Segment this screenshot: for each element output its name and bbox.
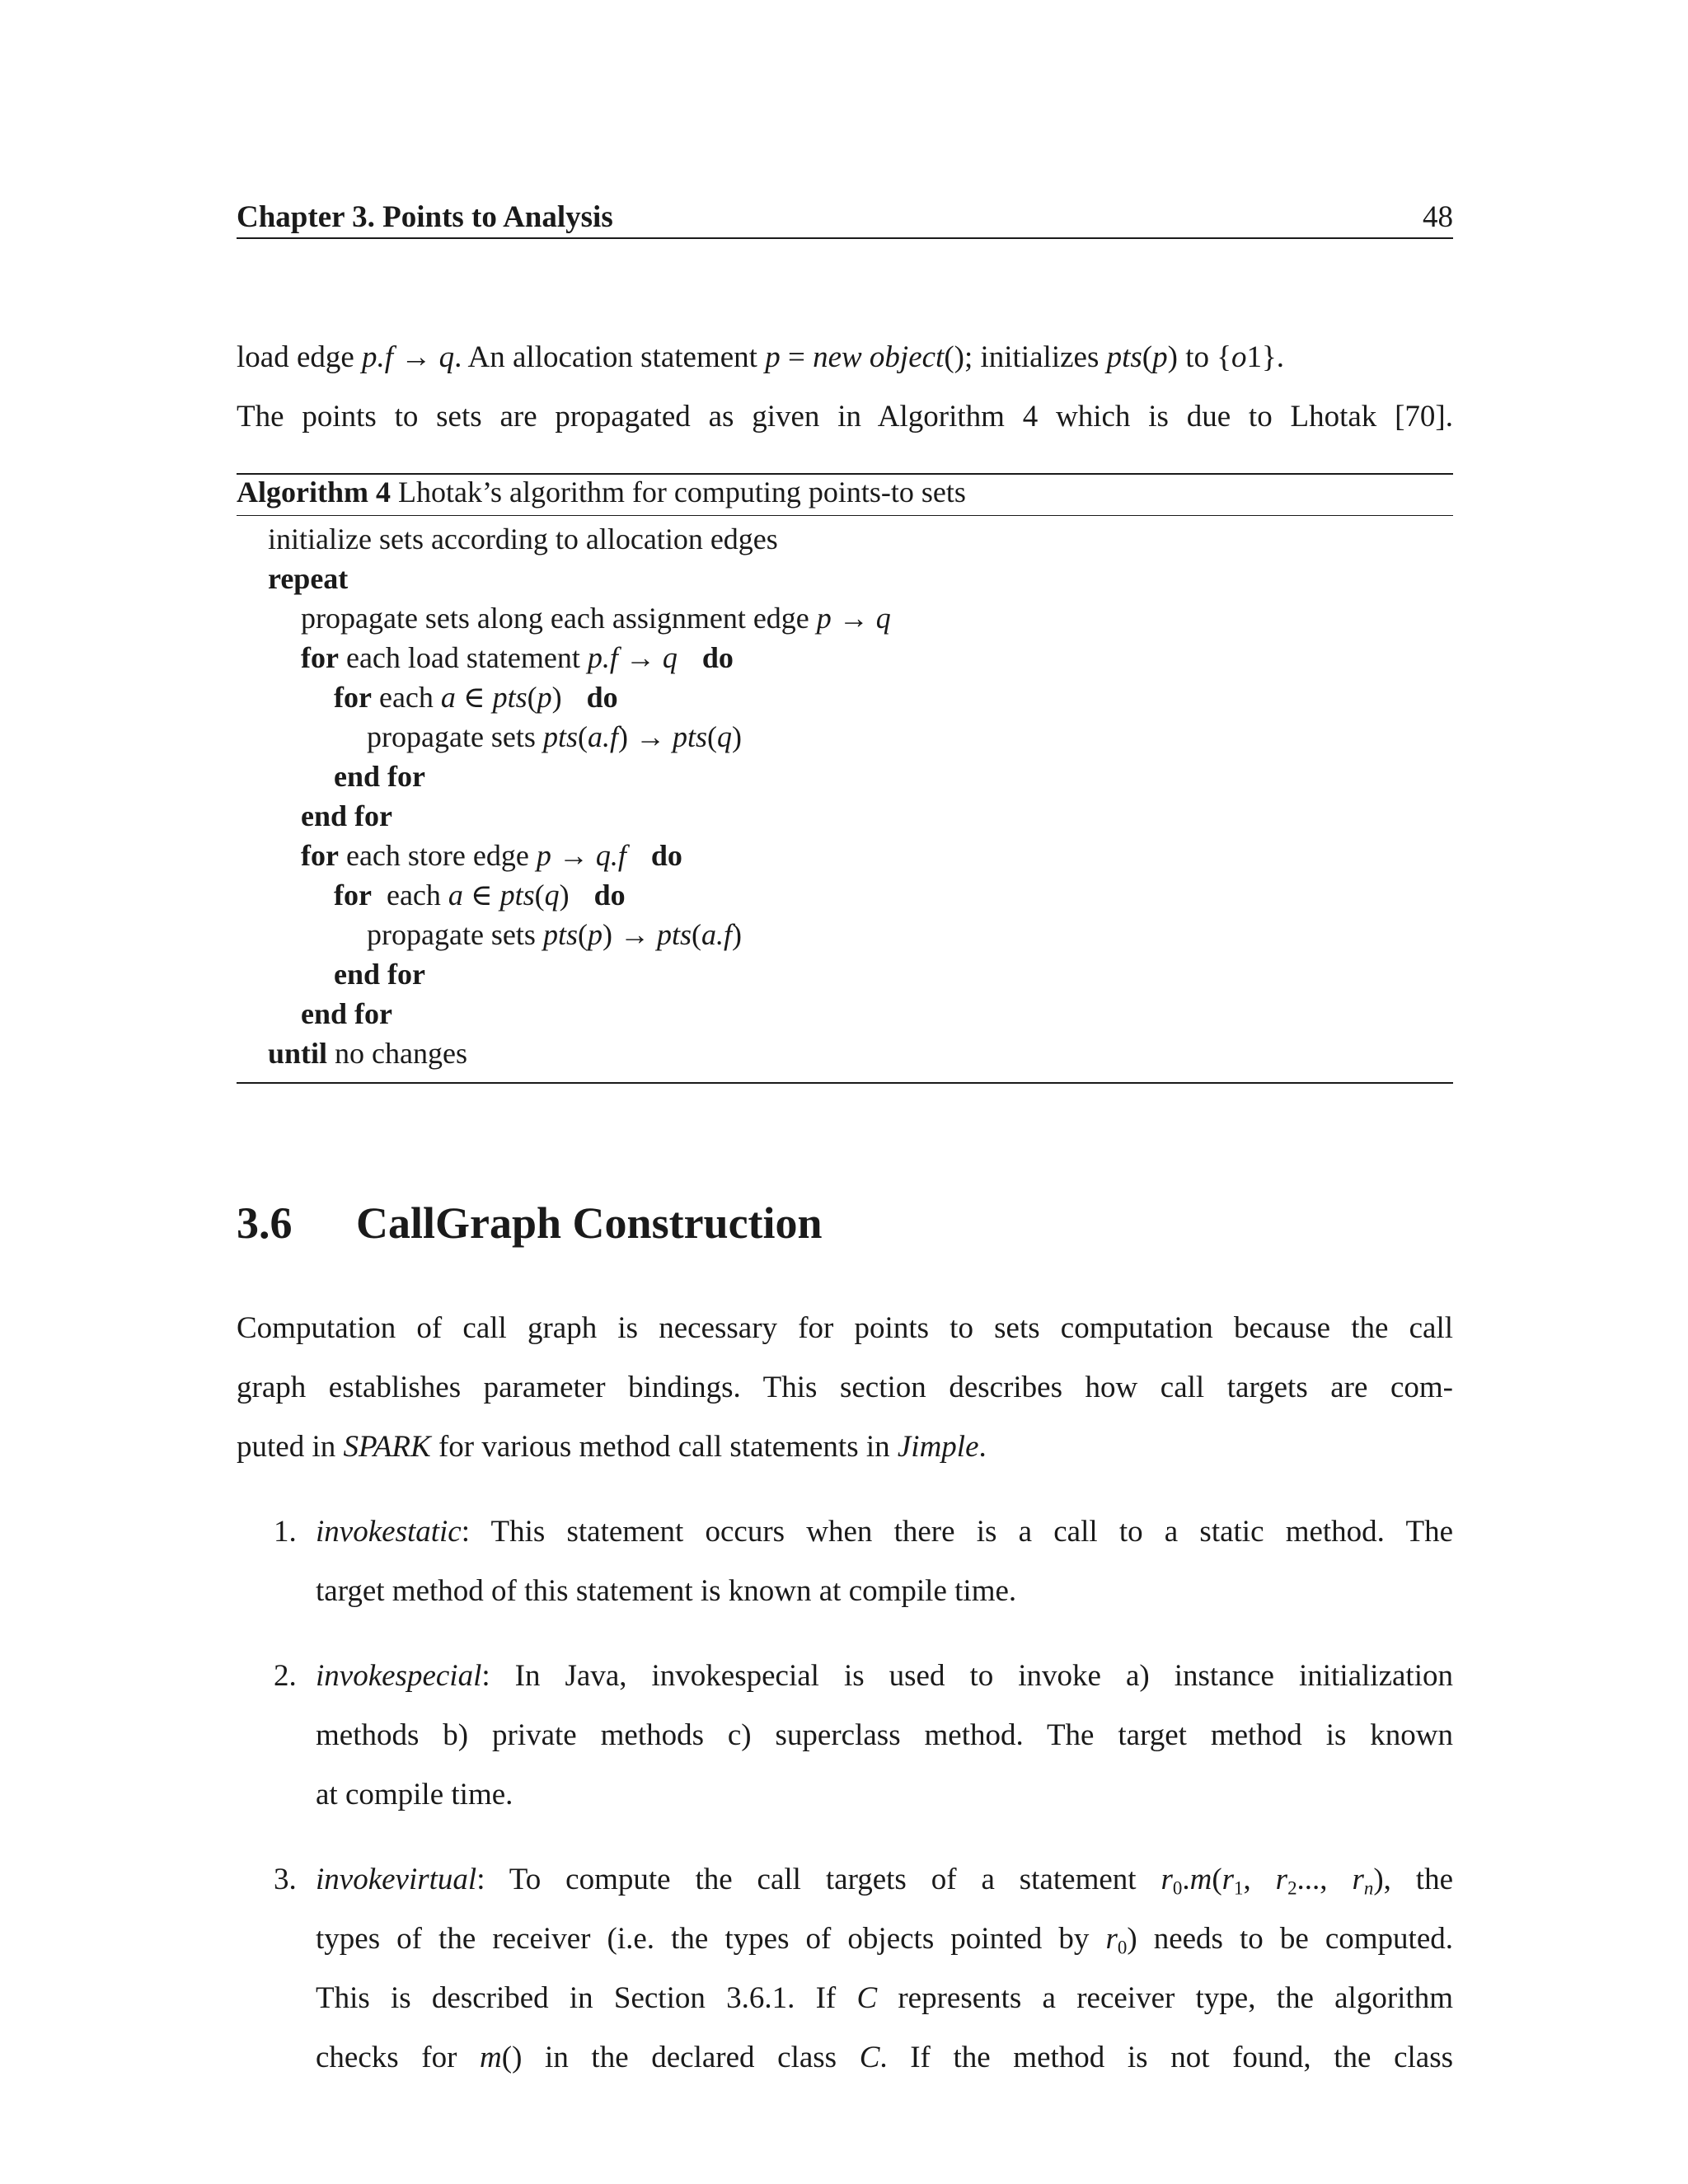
- algorithm-bottom-rule: [237, 1082, 1453, 1084]
- algo-line-for-each-p: for each a ∈ pts(p) do: [334, 681, 618, 714]
- algo-line-end-for-inner-1: end for: [334, 760, 425, 793]
- chapter-title: Chapter 3. Points to Analysis: [237, 200, 613, 234]
- section-heading: 3.6 CallGraph Construction: [237, 1198, 823, 1248]
- algo-line-propagate-assign: propagate sets along each assignment edge p → q: [301, 602, 891, 635]
- list-item-3-number: 3.: [274, 1863, 297, 1896]
- algo-line-for-each-q: for each a ∈ pts(q) do: [334, 879, 626, 912]
- intro-line-1: load edge p.f → q. An allocation statement p = new object(); initializes pts(p) to {o1}.: [237, 340, 1285, 374]
- para-line-1: Computation of call graph is necessary for points to sets computation because the call: [237, 1311, 1453, 1345]
- algo-line-end-for-inner-2: end for: [334, 958, 425, 991]
- list-item-2-line-2: methods b) private methods c) superclass method. The target method is known: [316, 1718, 1453, 1752]
- algorithm-caption: Algorithm 4 Lhotak’s algorithm for computing points-to sets: [237, 476, 966, 509]
- list-item-2-line-3: at compile time.: [316, 1778, 513, 1811]
- algo-line-propagate-store: propagate sets pts(p) → pts(a.f): [367, 918, 742, 951]
- list-item-2-number: 2.: [274, 1659, 297, 1693]
- algo-line-repeat: repeat: [268, 562, 349, 595]
- list-item-3-line-1: invokevirtual: To compute the call targets of a statement $r_0.m(r_1$, $r_2$..., $r_n$), the: [316, 1863, 1454, 1899]
- running-header: [237, 196, 1453, 239]
- para-line-2: graph establishes parameter bindings. This section describes how call targets are com-: [237, 1371, 1453, 1404]
- algo-line-for-store: for each store edge p → q.f do: [301, 839, 682, 872]
- page-number: 48: [1423, 200, 1453, 234]
- algo-line-propagate-load: propagate sets pts(a.f) → pts(q): [367, 720, 742, 753]
- list-item-1-line-2: target method of this statement is known at compile time.: [316, 1574, 1017, 1608]
- para-line-3: puted in SPARK for various method call statements in Jimple.: [237, 1430, 987, 1464]
- list-item-1-number: 1.: [274, 1515, 297, 1549]
- algorithm-caption-rule: [237, 515, 1453, 516]
- list-item-3-line-4: checks for m() in the declared class C. If the method is not found, the class: [316, 2041, 1454, 2074]
- algo-line-for-load: for each load statement p.f → q do: [301, 641, 734, 674]
- document-page: [237, 0, 1453, 2184]
- list-item-3-line-3: This is described in Section 3.6.1. If C represents a receiver type, the algorithm: [316, 1981, 1453, 2015]
- list-item-3-line-2: types of the receiver (i.e. the types of objects pointed by $r_0$) needs to be computed.: [316, 1922, 1454, 1958]
- algo-line-init: initialize sets according to allocation edges: [268, 523, 778, 555]
- intro-line-2: The points to sets are propagated as given in Algorithm 4 which is due to Lhotak [70].: [237, 400, 1453, 434]
- list-item-1-line-1: invokestatic: This statement occurs when there is a call to a static method. The: [316, 1515, 1453, 1549]
- algo-line-end-for-outer-1: end for: [301, 799, 392, 832]
- algo-line-until: until no changes: [268, 1037, 467, 1070]
- algo-line-end-for-outer-2: end for: [301, 997, 392, 1030]
- list-item-2-line-1: invokespecial: In Java, invokespecial is used to invoke a) instance initialization: [316, 1659, 1453, 1693]
